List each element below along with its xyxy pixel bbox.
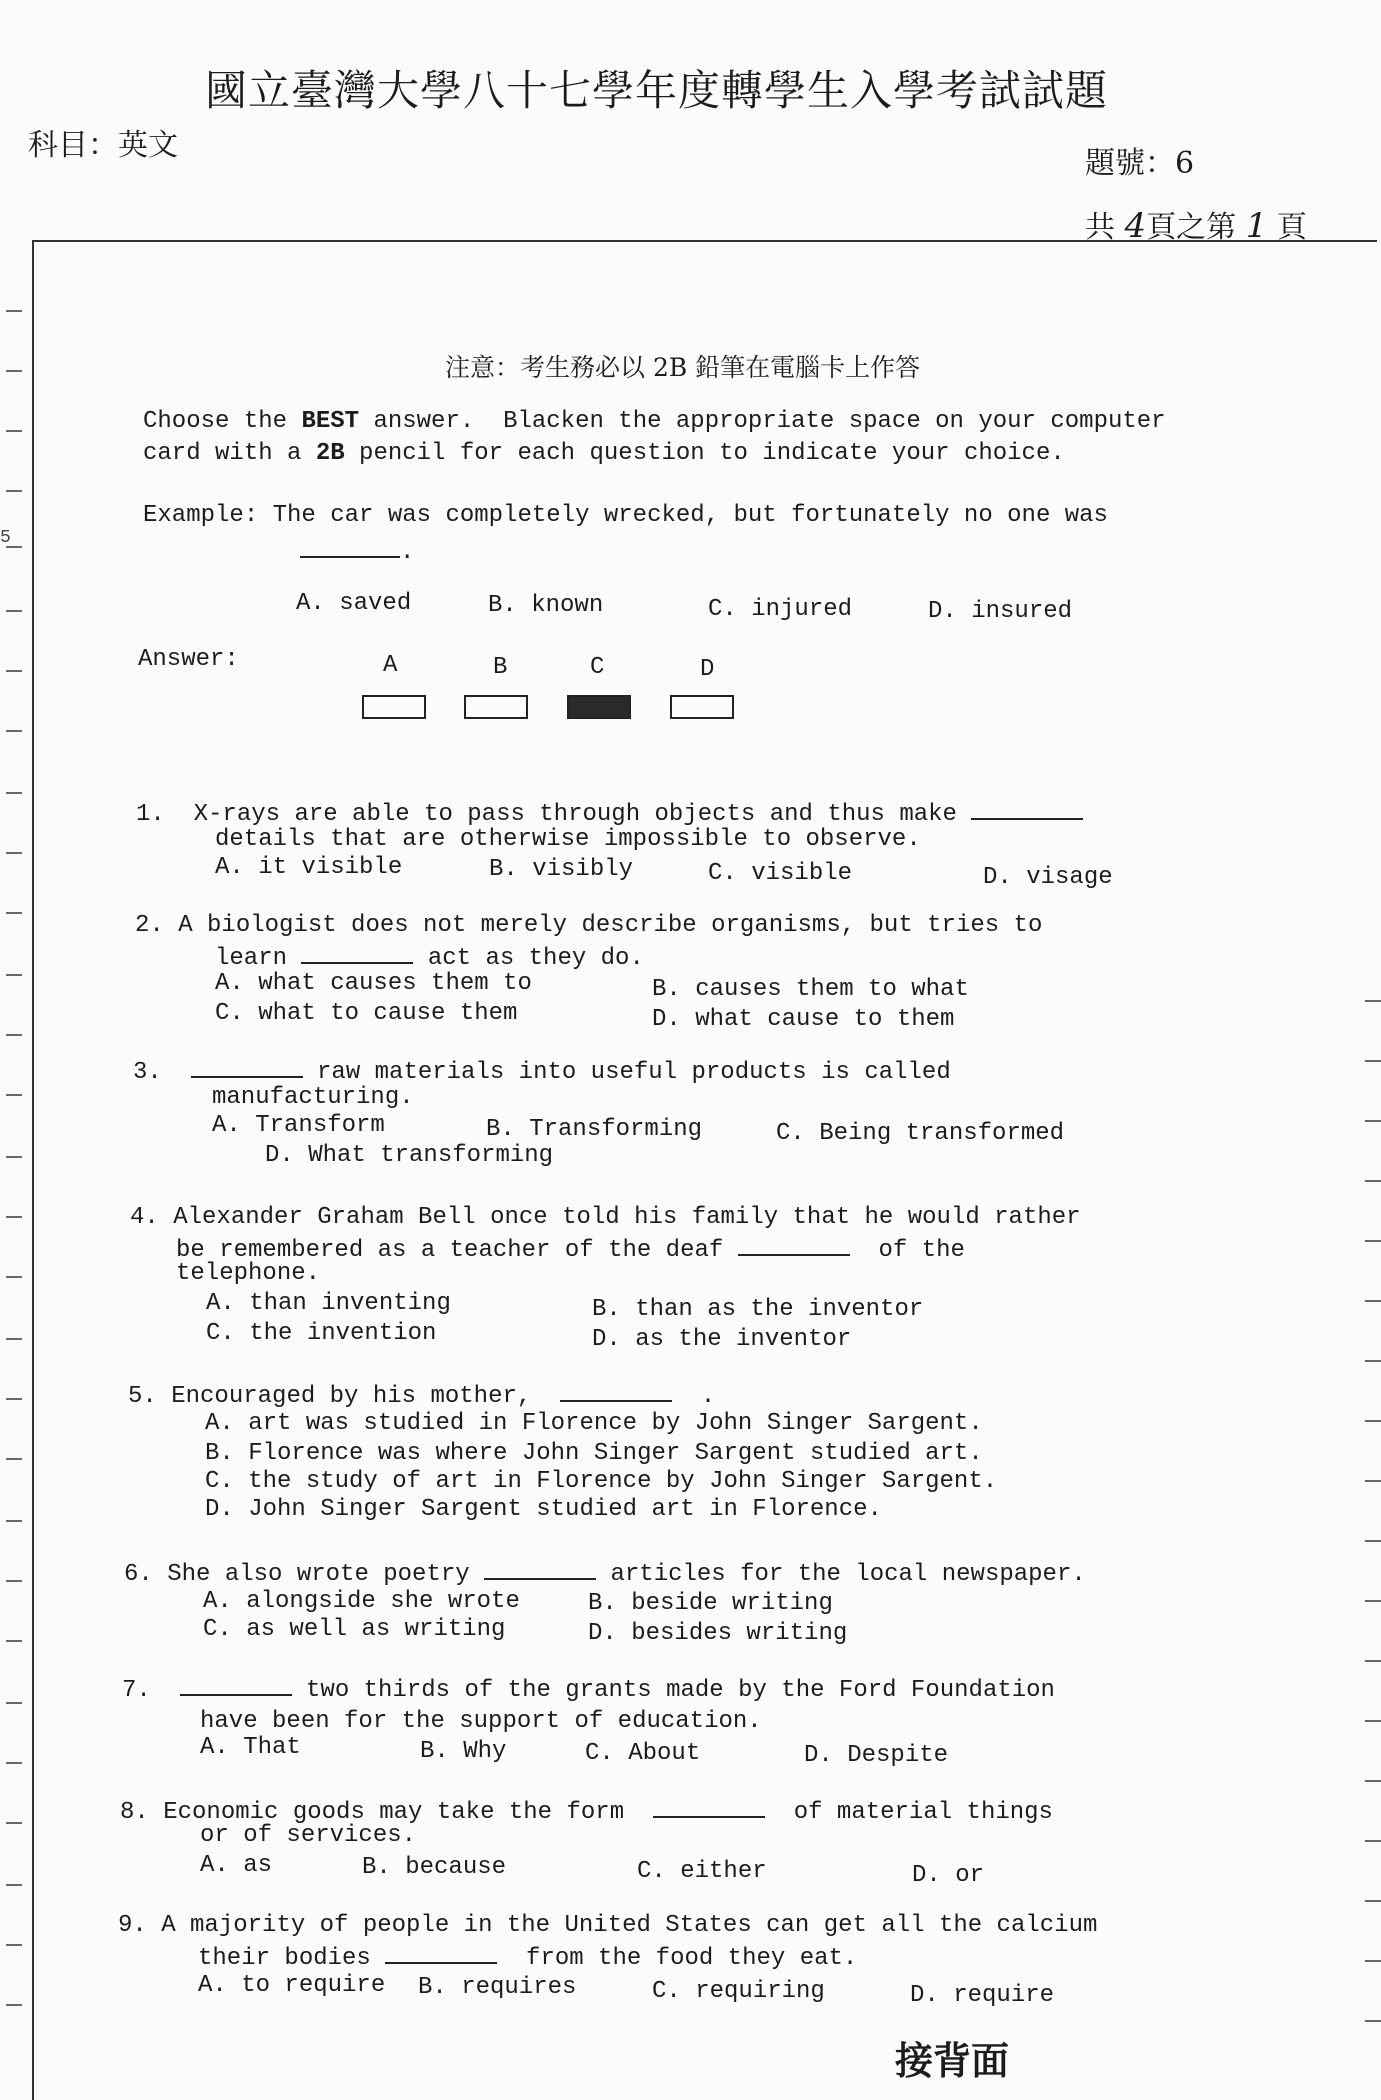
example-line-1: Example: The car was completely wrecked, but fortunately no one was: [143, 502, 1108, 529]
answer-bubble-c-filled: [567, 695, 631, 719]
answer-letter-d: D: [700, 656, 715, 683]
instructions-line-2: card with a 2B pencil for each question to indicate your choice.: [143, 440, 1065, 467]
exam-title: 國立臺灣大學八十七學年度轉學生入學考試試題: [205, 66, 1109, 115]
answer-letter-a: A: [383, 652, 398, 679]
answer-letter-b: B: [493, 654, 508, 681]
instructions-line-1: Choose the BEST answer. Blacken the appropriate space on your computer: [143, 408, 1166, 435]
example-option-a: A. saved: [296, 590, 412, 617]
answer-bubble-b: [464, 695, 528, 719]
notice: 注意：考生務必以 2B 鉛筆在電腦卡上作答: [445, 353, 921, 382]
page-total: 4: [1124, 206, 1147, 246]
example-option-d: D. insured: [928, 598, 1073, 625]
page-count-mid: 頁之第: [1146, 210, 1237, 245]
example-line-2: .: [300, 534, 414, 566]
example-option-c: C. injured: [708, 596, 853, 623]
page-current: 1: [1245, 206, 1268, 246]
page-count-prefix: 共: [1085, 210, 1115, 245]
subject-label: 科目：英文: [28, 128, 178, 163]
answer-letter-c: C: [590, 654, 605, 681]
left-margin-mark: 5: [0, 528, 11, 548]
answer-bubble-a: [362, 695, 426, 719]
answer-bubble-d: [670, 695, 734, 719]
continue-on-back-note: 接背面: [895, 2038, 1010, 2083]
page-count-suffix: 頁: [1276, 210, 1307, 245]
question-code: 題號：6: [1085, 146, 1195, 181]
example-option-b: B. known: [488, 592, 604, 619]
answer-label: Answer:: [138, 646, 239, 673]
example-blank: [300, 534, 400, 558]
